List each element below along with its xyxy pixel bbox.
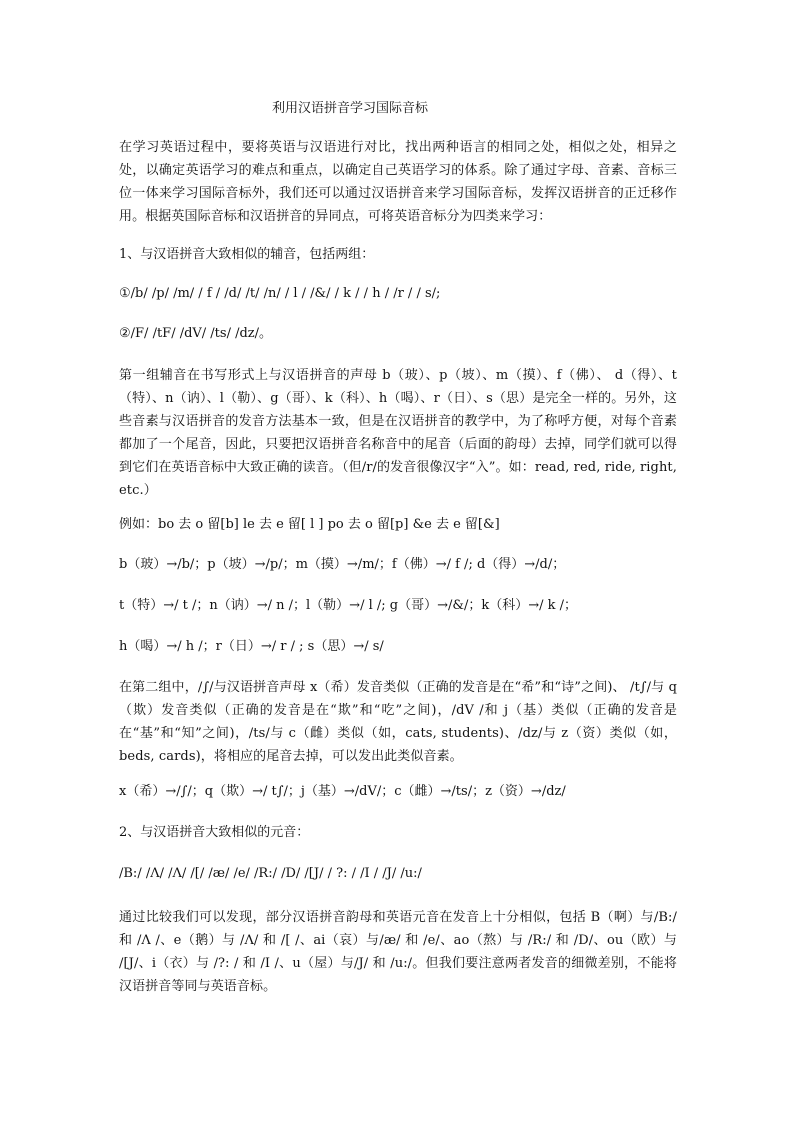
- group-1-explanation-paragraph: 第一组辅音在书写形式上与汉语拼音的声母 b（玻）、p（坡）、m（摸）、f（佛）、 d（得）、t（特）、n（讷）、l（勒）、g（哥）、k（科）、h（喝）、r（日）、s（思）是完全一样的。另外，这些音素与汉语拼音的发音方法基本一致，但是在汉语拼音的教学中，为了称呼方便，对每个音素都加了一个尾音，因此，只要把汉语拼音名称音中的尾音（后面的韵母）去掉，同学们就可以得到它们在英语音标中大致正确的读音。（但/r/的发音很像汉字“入”。如：read, red, ride, right, etc.）: [119, 368, 677, 498]
- mapping-line-1: b（玻）→/b/；p（坡）→/p/；m（摸）→/m/；f（佛）→/ f /; d（得）→/d/；: [119, 557, 566, 572]
- mapping-line-4: x（希）→/∫/；q（欺）→/ t∫/；j（基）→/dV/；c（雌）→/ts/；z（资）→/dz/: [119, 784, 566, 799]
- vowel-comparison-paragraph: 通过比较我们可以发现，部分汉语拼音韵母和英语元音在发音上十分相似，包括 B（啊）与/B:/ 和 /Λ /、e（鹅）与 /Λ/ 和 /[ /、ai（哀）与/æ/ 和 /e/、ao（熬）与 /R:/ 和 /D/、ou（欧）与 /[J/、i（衣）与 /?: / 和 /I /、u（屋）与/J/ 和 /u:/。但我们要注意两者发音的细微差别，不能将汉语拼音等同与英语音标。: [119, 910, 677, 994]
- consonant-group-1: ①/b/ /p/ /m/ / f / /d/ /t/ /n/ / l / /&/ / k / / h / /r / / s/;: [119, 286, 441, 301]
- consonant-group-2: ②/F/ /tF/ /dV/ /ts/ /dz/。: [119, 326, 273, 341]
- intro-paragraph: 在学习英语过程中，要将英语与汉语进行对比，找出两种语言的相同之处，相似之处，相异之处，以确定英语学习的难点和重点，以确定自己英语学习的体系。除了通过字母、音素、音标三位一体来学习国际音标外，我们还可以通过汉语拼音来学习国际音标，发挥汉语拼音的正迁移作用。根据英国际音标和汉语拼音的异同点，可将英语音标分为四类来学习：: [119, 140, 677, 224]
- section-heading-consonants: 1、与汉语拼音大致相似的辅音，包括两组：: [119, 247, 375, 262]
- mapping-line-3: h（喝）→/ h /；r（日）→/ r / ; s（思）→/ s/: [119, 639, 384, 654]
- example-line: 例如：bo 去 o 留[b] le 去 e 留[ l ] po 去 o 留[p] &e 去 e 留[&]: [119, 517, 500, 532]
- mapping-line-2: t（特）→/ t /；n（讷）→/ n /；l（勒）→/ l /; g（哥）→/&/；k（科）→/ k /；: [119, 598, 577, 613]
- document-title: 利用汉语拼音学习国际音标: [271, 101, 428, 116]
- section-heading-vowels: 2、与汉语拼音大致相似的元音：: [119, 825, 310, 840]
- group-2-explanation-paragraph: 在第二组中，/∫/与汉语拼音声母 x（希）发音类似（正确的发音是在“希”和“诗”之间)、 /t∫/与 q（欺）发音类似（正确的发音是在“欺”和“吃”之间)，/dV /和 j（基）类似（正确的发音是在“基”和“知”之间)，/ts/与 c（雌）类似（如，cats, students)、/dz/与 z（资）类似（如，beds, cards)，将相应的尾音去掉，可以发出此类似音素。: [119, 680, 677, 764]
- vowel-list: /B:/ /Λ/ /Λ/ /[/ /æ/ /e/ /R:/ /D/ /[J/ / ?: / /I / /J/ /u:/: [119, 866, 422, 881]
